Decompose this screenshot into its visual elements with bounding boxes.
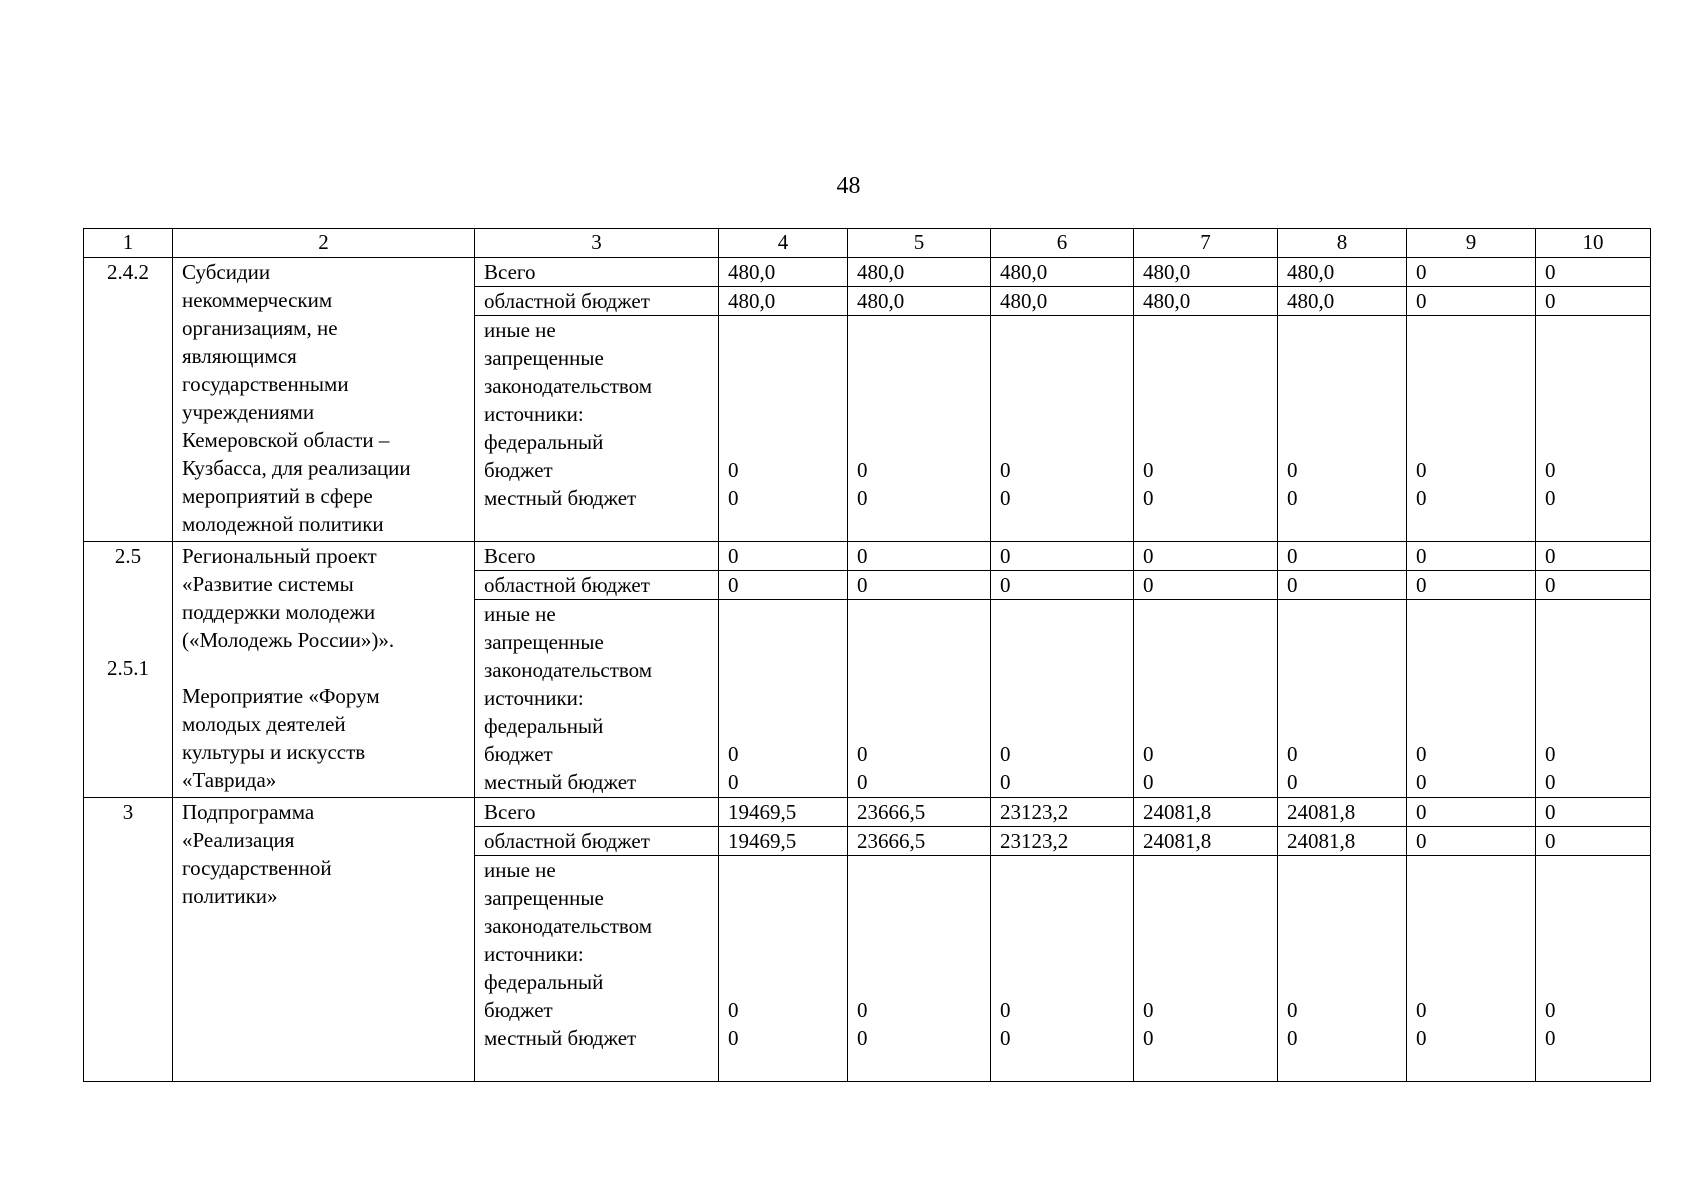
local-value: 0 [1416, 770, 1427, 794]
spacer [728, 912, 838, 940]
spacer [1000, 428, 1124, 456]
spacer [1287, 656, 1397, 684]
source-label-multiline [475, 856, 719, 1082]
value-cell-multiline [991, 600, 1134, 798]
description-line: Подпрограмма [182, 800, 315, 824]
source-label-line: федеральный [484, 430, 604, 454]
spacer [1000, 712, 1124, 740]
source-label-line: законодательством [484, 658, 653, 682]
spacer [857, 344, 981, 372]
spacer [1143, 968, 1268, 996]
source-label: Всего [475, 798, 719, 827]
value-cell: 0 [848, 542, 991, 571]
source-label-line: источники: [484, 402, 584, 426]
value-cell: 24081,8 [1278, 798, 1407, 827]
value-cell-multiline [1536, 316, 1651, 542]
federal-value: 0 [1545, 742, 1556, 766]
value-cell-multiline [1278, 316, 1407, 542]
value-cell: 23666,5 [848, 798, 991, 827]
federal-value: 0 [1416, 998, 1427, 1022]
spacer [728, 940, 838, 968]
spacer [728, 684, 838, 712]
description-line: культуры и искусств [182, 740, 366, 764]
description-line: молодежной политики [182, 512, 384, 536]
description-line [182, 654, 465, 682]
spacer [1545, 884, 1641, 912]
source-label-line: местный бюджет [484, 1026, 637, 1050]
local-value: 0 [1545, 1026, 1556, 1050]
spacer [1143, 344, 1268, 372]
description-line: «Реализация [182, 828, 295, 852]
spacer [1143, 856, 1268, 884]
spacer [1416, 628, 1526, 656]
value-cell-multiline [1278, 600, 1407, 798]
spacer [1287, 316, 1397, 344]
value-cell: 0 [1134, 542, 1278, 571]
description-line: «Таврида» [182, 768, 277, 792]
federal-value: 0 [1000, 742, 1011, 766]
spacer [1143, 628, 1268, 656]
spacer [1143, 372, 1268, 400]
local-value: 0 [1287, 1026, 1298, 1050]
item-number: 2.4.2 [107, 260, 149, 284]
source-label-multiline [475, 316, 719, 542]
value-cell: 0 [991, 571, 1134, 600]
spacer [728, 400, 838, 428]
spacer [1416, 656, 1526, 684]
value-cell-multiline [991, 856, 1134, 1082]
spacer [857, 372, 981, 400]
spacer [1416, 940, 1526, 968]
federal-value: 0 [1143, 458, 1154, 482]
local-value: 0 [1287, 486, 1298, 510]
federal-value: 0 [1545, 458, 1556, 482]
value-cell: 0 [1407, 287, 1536, 316]
col-header: 9 [1407, 229, 1536, 258]
item-number: 3 [122, 800, 134, 824]
description-line: учреждениями [182, 400, 315, 424]
federal-value: 0 [1416, 742, 1427, 766]
value-cell: 480,0 [719, 287, 848, 316]
spacer [1416, 316, 1526, 344]
local-value: 0 [1545, 486, 1556, 510]
spacer [1000, 316, 1124, 344]
source-label-line: запрещенные [484, 346, 604, 370]
spacer [1545, 856, 1641, 884]
value-cell: 0 [1134, 571, 1278, 600]
col-header: 6 [991, 229, 1134, 258]
spacer [1287, 940, 1397, 968]
spacer [728, 428, 838, 456]
value-cell: 0 [1278, 542, 1407, 571]
spacer [1287, 344, 1397, 372]
spacer [1545, 912, 1641, 940]
item-number-cell [84, 258, 173, 542]
value-cell: 0 [1407, 827, 1536, 856]
value-cell: 24081,8 [1278, 827, 1407, 856]
source-label-line: бюджет [484, 998, 553, 1022]
description-line: Кемеровской области – [182, 428, 390, 452]
federal-value: 0 [1287, 998, 1298, 1022]
local-value: 0 [728, 486, 739, 510]
description-line: являющимся [182, 344, 297, 368]
federal-value: 0 [1287, 458, 1298, 482]
description-line: Региональный проект [182, 544, 377, 568]
spacer [1287, 968, 1397, 996]
value-cell: 0 [1536, 798, 1651, 827]
local-value: 0 [857, 486, 868, 510]
spacer [1416, 712, 1526, 740]
spacer [1287, 428, 1397, 456]
value-cell: 480,0 [991, 287, 1134, 316]
source-label-line: иные не [484, 318, 556, 342]
value-cell: 480,0 [1278, 287, 1407, 316]
value-cell-multiline [848, 600, 991, 798]
federal-value: 0 [857, 742, 868, 766]
spacer [1287, 600, 1397, 628]
spacer [1287, 856, 1397, 884]
spacer [1545, 656, 1641, 684]
source-label-line: запрещенные [484, 630, 604, 654]
spacer [857, 428, 981, 456]
federal-value: 0 [1143, 998, 1154, 1022]
spacer [1000, 684, 1124, 712]
spacer [1143, 316, 1268, 344]
value-cell-multiline [1536, 856, 1651, 1082]
value-cell: 23666,5 [848, 827, 991, 856]
sub-item-number: 2.5.1 [107, 656, 149, 680]
spacer [728, 712, 838, 740]
local-value: 0 [1416, 1026, 1427, 1050]
spacer [1287, 912, 1397, 940]
value-cell: 0 [1536, 571, 1651, 600]
item-description [173, 542, 475, 798]
spacer [1416, 344, 1526, 372]
description-line: поддержки молодежи [182, 600, 376, 624]
spacer [1416, 968, 1526, 996]
federal-value: 0 [1143, 742, 1154, 766]
source-label-line: иные не [484, 858, 556, 882]
table-body [84, 229, 1651, 1082]
value-cell-multiline [1536, 600, 1651, 798]
spacer [1545, 684, 1641, 712]
spacer [728, 344, 838, 372]
local-value: 0 [1416, 486, 1427, 510]
spacer [1545, 628, 1641, 656]
spacer [857, 684, 981, 712]
spacer [1416, 884, 1526, 912]
description-line: государственной [182, 856, 332, 880]
spacer [1000, 372, 1124, 400]
value-cell-multiline [1407, 316, 1536, 542]
value-cell: 0 [1536, 542, 1651, 571]
value-cell-multiline [1134, 316, 1278, 542]
value-cell: 0 [991, 542, 1134, 571]
description-line: мероприятий в сфере [182, 484, 373, 508]
spacer [1416, 912, 1526, 940]
local-value: 0 [857, 1026, 868, 1050]
header-row [84, 229, 1651, 258]
value-cell: 23123,2 [991, 798, 1134, 827]
spacer [1545, 600, 1641, 628]
spacer [1416, 400, 1526, 428]
federal-value: 0 [728, 998, 739, 1022]
description-line: Субсидии [182, 260, 271, 284]
item-description [173, 798, 475, 1082]
source-label-line: законодательством [484, 914, 653, 938]
source-label-line: местный бюджет [484, 486, 637, 510]
source-label-line: иные не [484, 602, 556, 626]
budget-table [83, 228, 1651, 1082]
spacer [1545, 428, 1641, 456]
source-label-multiline [475, 600, 719, 798]
spacer [1287, 684, 1397, 712]
value-cell-multiline [1278, 856, 1407, 1082]
spacer [1545, 344, 1641, 372]
source-label-line: федеральный [484, 970, 604, 994]
federal-value: 0 [1287, 742, 1298, 766]
federal-value: 0 [728, 458, 739, 482]
value-cell: 480,0 [1134, 287, 1278, 316]
value-cell: 0 [1278, 571, 1407, 600]
federal-value: 0 [1000, 998, 1011, 1022]
value-cell-multiline [1134, 856, 1278, 1082]
spacer [1000, 344, 1124, 372]
description-line: некоммерческим [182, 288, 333, 312]
federal-value: 0 [1545, 998, 1556, 1022]
value-cell-multiline [1407, 856, 1536, 1082]
value-cell: 0 [719, 571, 848, 600]
spacer [1416, 684, 1526, 712]
spacer [1287, 712, 1397, 740]
local-value: 0 [1287, 770, 1298, 794]
spacer [857, 884, 981, 912]
item-number-cell [84, 798, 173, 1082]
value-cell-multiline [848, 316, 991, 542]
source-label: областной бюджет [475, 827, 719, 856]
total-row [84, 798, 1651, 827]
spacer [857, 712, 981, 740]
spacer [857, 656, 981, 684]
spacer [1545, 372, 1641, 400]
local-value: 0 [1000, 486, 1011, 510]
local-value: 0 [1545, 770, 1556, 794]
value-cell: 24081,8 [1134, 798, 1278, 827]
description-line: государственными [182, 372, 349, 396]
spacer [728, 656, 838, 684]
federal-value: 0 [857, 458, 868, 482]
source-label: Всего [475, 542, 719, 571]
spacer [1000, 884, 1124, 912]
value-cell-multiline [719, 600, 848, 798]
value-cell-multiline [1407, 600, 1536, 798]
source-label-line: местный бюджет [484, 770, 637, 794]
source-label-line: источники: [484, 942, 584, 966]
value-cell: 19469,5 [719, 798, 848, 827]
spacer [1287, 884, 1397, 912]
source-label-line: бюджет [484, 742, 553, 766]
value-cell-multiline [991, 316, 1134, 542]
spacer [1143, 600, 1268, 628]
spacer [728, 968, 838, 996]
spacer [857, 856, 981, 884]
spacer [1545, 712, 1641, 740]
value-cell: 480,0 [1134, 258, 1278, 287]
col-header: 2 [173, 229, 475, 258]
value-cell-multiline [848, 856, 991, 1082]
spacer [728, 600, 838, 628]
value-cell-multiline [719, 856, 848, 1082]
source-label: Всего [475, 258, 719, 287]
item-number: 2.5 [114, 544, 142, 568]
value-cell: 0 [1407, 542, 1536, 571]
description-line: «Развитие системы [182, 572, 354, 596]
spacer [1000, 656, 1124, 684]
spacer [857, 940, 981, 968]
value-cell: 0 [1407, 798, 1536, 827]
spacer [857, 628, 981, 656]
spacer [1545, 940, 1641, 968]
value-cell: 0 [1407, 571, 1536, 600]
value-cell: 0 [1536, 287, 1651, 316]
col-header: 3 [475, 229, 719, 258]
local-value: 0 [728, 1026, 739, 1050]
value-cell-multiline [719, 316, 848, 542]
spacer [1000, 940, 1124, 968]
federal-value: 0 [728, 742, 739, 766]
spacer [728, 884, 838, 912]
spacer [728, 316, 838, 344]
col-header: 8 [1278, 229, 1407, 258]
spacer [728, 628, 838, 656]
federal-value: 0 [857, 998, 868, 1022]
spacer [1143, 400, 1268, 428]
value-cell: 0 [848, 571, 991, 600]
description-line: организациям, не [182, 316, 338, 340]
spacer [1287, 372, 1397, 400]
local-value: 0 [1000, 770, 1011, 794]
source-label-line: законодательством [484, 374, 653, 398]
local-value: 0 [1143, 770, 1154, 794]
spacer [857, 316, 981, 344]
col-header: 10 [1536, 229, 1651, 258]
value-cell: 23123,2 [991, 827, 1134, 856]
spacer [1000, 628, 1124, 656]
col-header: 4 [719, 229, 848, 258]
total-row [84, 258, 1651, 287]
item-description [173, 258, 475, 542]
source-label-line: источники: [484, 686, 584, 710]
value-cell: 0 [1536, 258, 1651, 287]
description-line: Кузбасса, для реализации [182, 456, 411, 480]
value-cell: 24081,8 [1134, 827, 1278, 856]
spacer [1545, 968, 1641, 996]
spacer [1545, 316, 1641, 344]
description-line: молодых деятелей [182, 712, 346, 736]
value-cell: 480,0 [848, 287, 991, 316]
spacer [1143, 684, 1268, 712]
source-label: областной бюджет [475, 287, 719, 316]
federal-value: 0 [1416, 458, 1427, 482]
col-header: 5 [848, 229, 991, 258]
value-cell-multiline [1134, 600, 1278, 798]
value-cell: 0 [1407, 258, 1536, 287]
value-cell: 480,0 [991, 258, 1134, 287]
spacer [1143, 656, 1268, 684]
local-value: 0 [857, 770, 868, 794]
source-label-line: федеральный [484, 714, 604, 738]
spacer [1545, 400, 1641, 428]
value-cell: 480,0 [1278, 258, 1407, 287]
value-cell: 480,0 [719, 258, 848, 287]
spacer [1416, 856, 1526, 884]
spacer [1143, 940, 1268, 968]
description-line: Мероприятие «Форум [182, 684, 380, 708]
spacer [1143, 712, 1268, 740]
value-cell: 480,0 [848, 258, 991, 287]
page-number: 48 [836, 173, 861, 199]
spacer [1143, 912, 1268, 940]
local-value: 0 [1143, 486, 1154, 510]
spacer [1416, 600, 1526, 628]
spacer [1287, 628, 1397, 656]
spacer [857, 968, 981, 996]
source-label-line: запрещенные [484, 886, 604, 910]
source-label-line: бюджет [484, 458, 553, 482]
spacer [1143, 428, 1268, 456]
spacer [1000, 912, 1124, 940]
total-row [84, 542, 1651, 571]
col-header: 7 [1134, 229, 1278, 258]
source-label: областной бюджет [475, 571, 719, 600]
spacer [1000, 600, 1124, 628]
local-value: 0 [1000, 1026, 1011, 1050]
col-header: 1 [84, 229, 173, 258]
local-value: 0 [1143, 1026, 1154, 1050]
spacer [728, 856, 838, 884]
value-cell: 0 [719, 542, 848, 571]
spacer [1000, 856, 1124, 884]
spacer [1000, 400, 1124, 428]
spacer [857, 912, 981, 940]
description-line: («Молодежь России»)». [182, 628, 395, 652]
spacer [728, 372, 838, 400]
value-cell: 19469,5 [719, 827, 848, 856]
item-number-cell [84, 542, 173, 798]
spacer [1287, 400, 1397, 428]
spacer [1143, 884, 1268, 912]
local-value: 0 [728, 770, 739, 794]
spacer [857, 400, 981, 428]
value-cell: 0 [1536, 827, 1651, 856]
federal-value: 0 [1000, 458, 1011, 482]
description-line: политики» [182, 884, 278, 908]
spacer [857, 600, 981, 628]
spacer [1000, 968, 1124, 996]
spacer [1416, 428, 1526, 456]
spacer [1416, 372, 1526, 400]
